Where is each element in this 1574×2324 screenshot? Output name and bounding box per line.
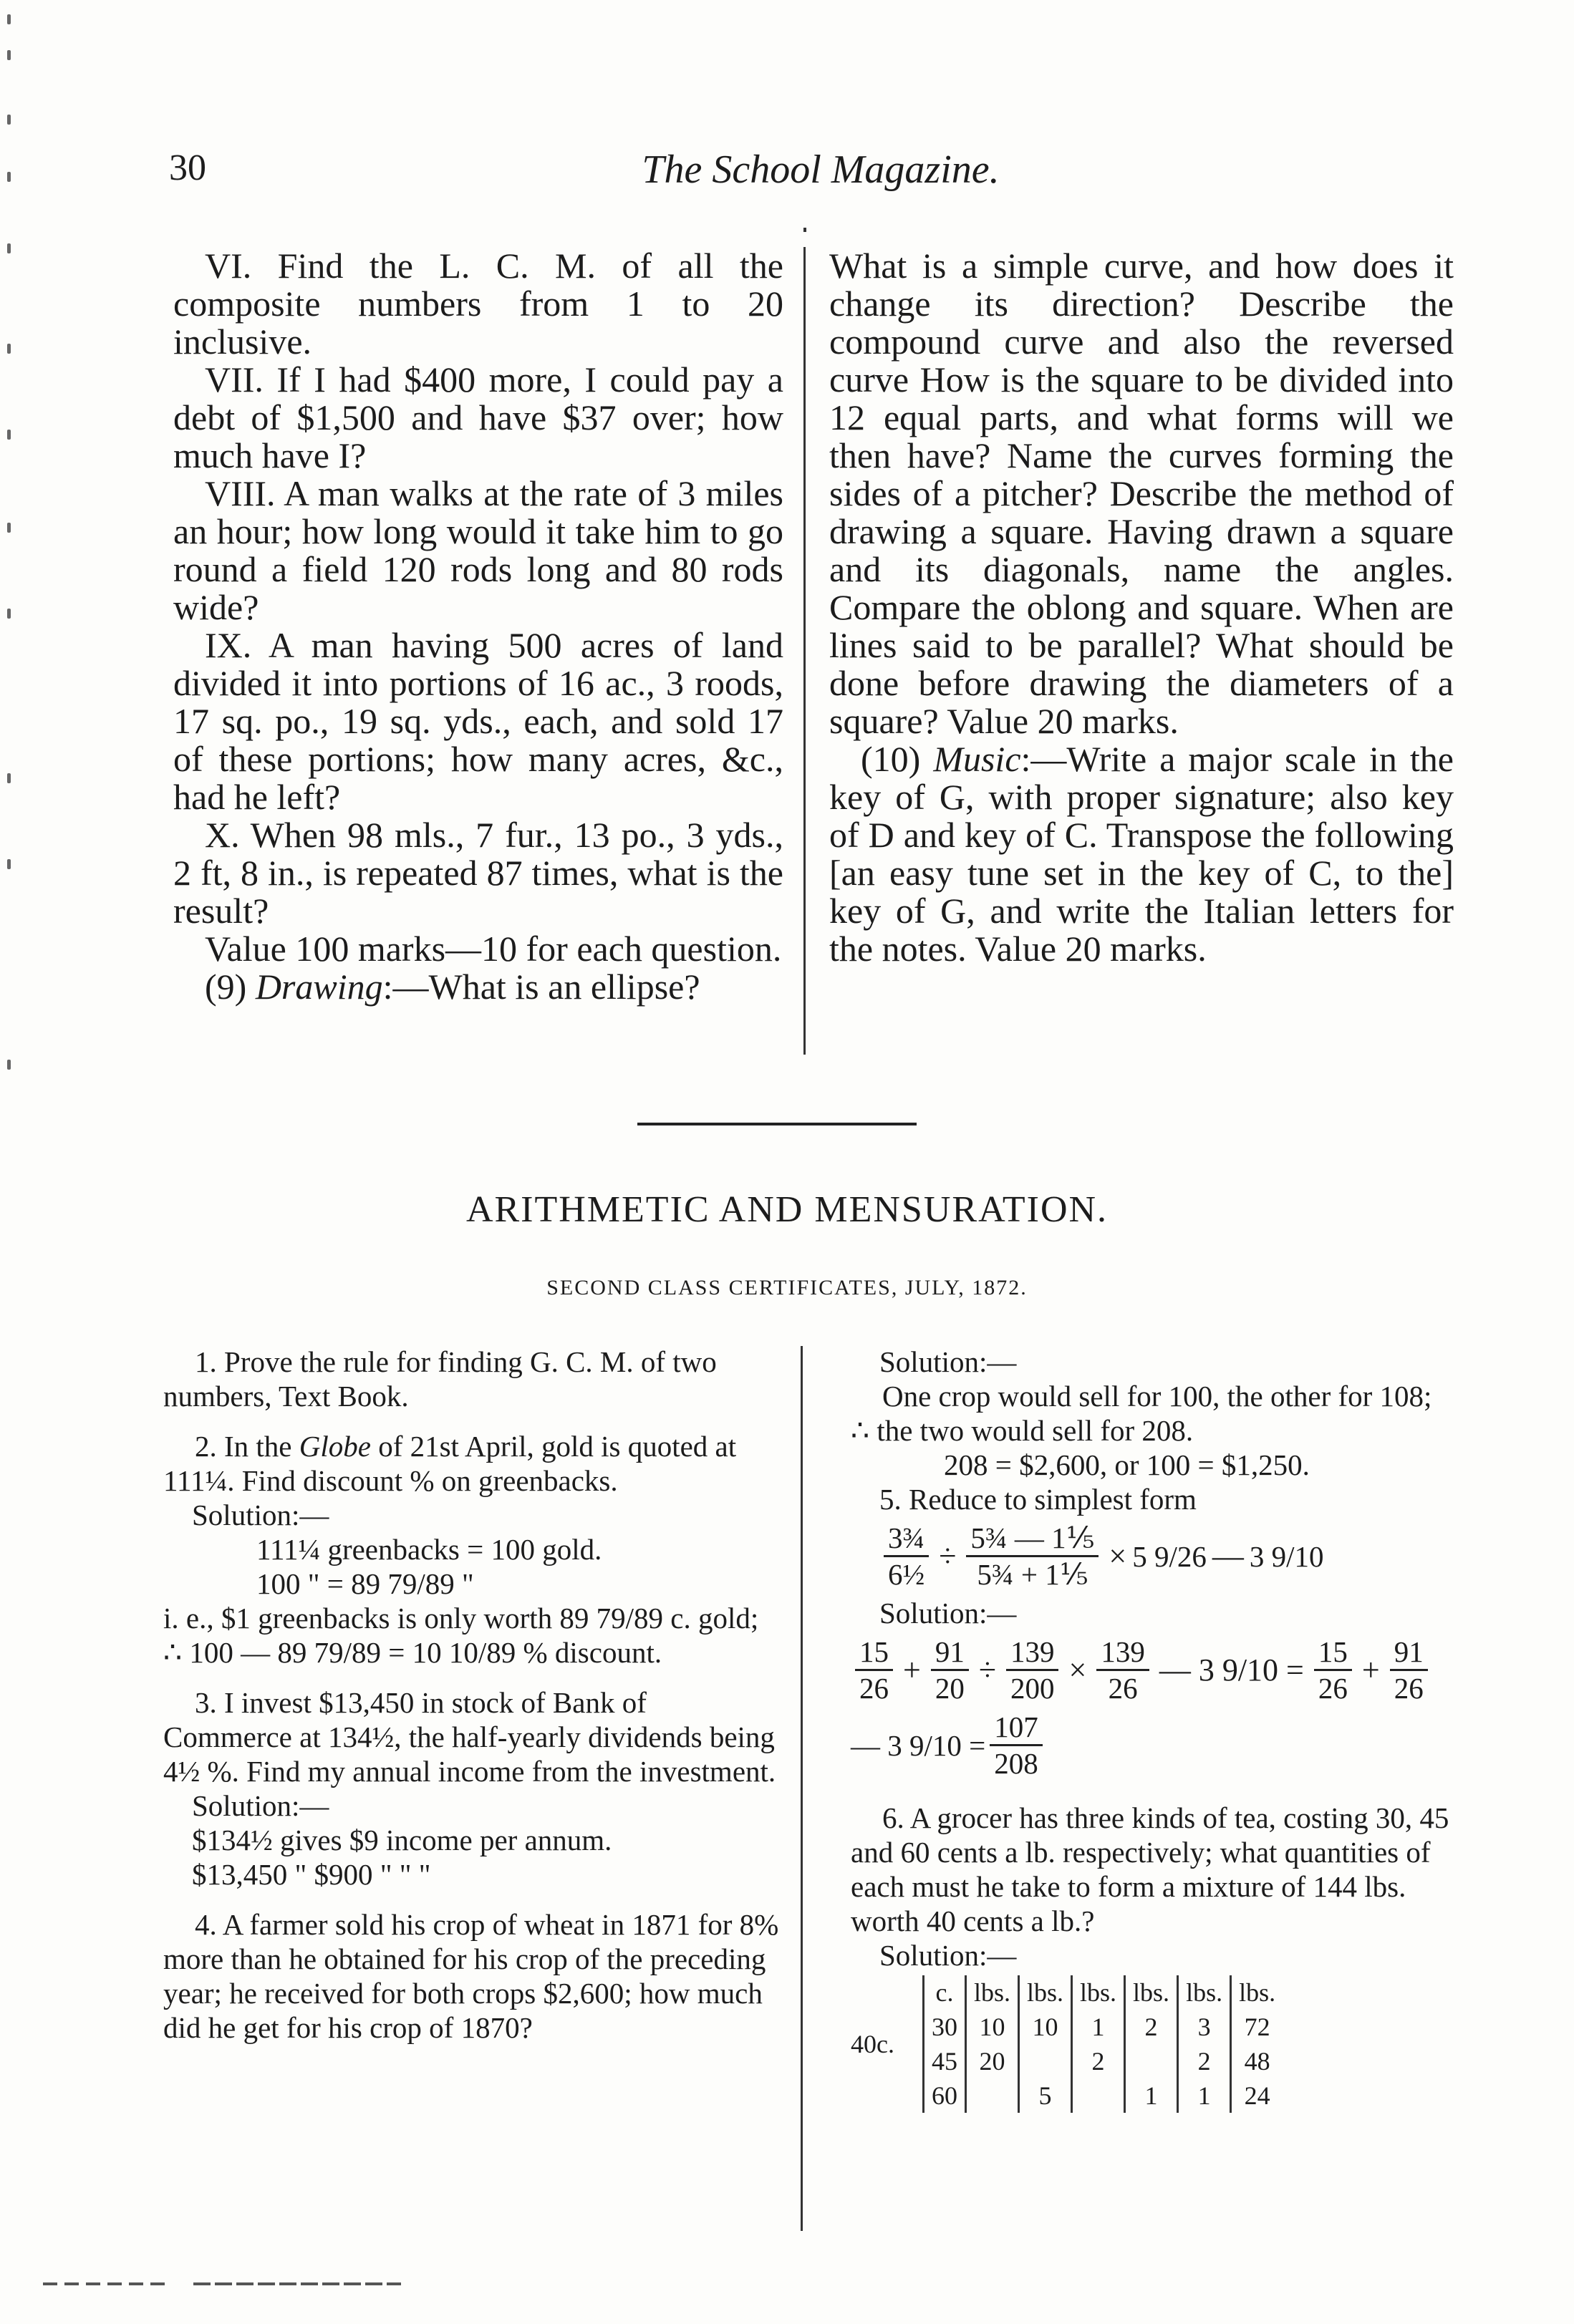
drawing-number: (9) (205, 967, 256, 1007)
bottom-left-column (163, 1345, 782, 2045)
q5-solution-operator: × (1068, 1652, 1087, 1688)
q5-fraction-2 (966, 1521, 1099, 1592)
alligation-cell: 45 (924, 2044, 966, 2078)
journal-title: The School Magazine. (642, 147, 1000, 192)
running-header (169, 147, 1472, 204)
q5-solution-fraction (1006, 1635, 1059, 1705)
q5-row2-lhs: — 3 9/10 = (851, 1728, 986, 1762)
arith-q5: 5. Reduce to simplest form (879, 1483, 1197, 1516)
alligation-cell (1125, 2044, 1178, 2078)
music-number: (10) (861, 739, 934, 779)
q2-solution-line3: i. e., $1 greenbacks is only worth 89 79/89 c. gold; (163, 1602, 759, 1635)
top-left-column (173, 247, 783, 1006)
drawing-question (173, 968, 783, 1006)
q5-f2-numerator: 5¾ — 1⅕ (966, 1521, 1099, 1557)
q5-solution-label: Solution:— (879, 1597, 1017, 1630)
question-ix: IX. A man having 500 acres of land divided it into portions of 16 ac., 3 roods, 17 sq. po., 19 sq. yds., each, and sold 17 of these portions; how many acres, &c., had he left? (173, 625, 783, 817)
fraction-denominator: 26 (1318, 1672, 1348, 1705)
page-number: 30 (169, 147, 206, 188)
q5-result-denominator: 208 (994, 1747, 1038, 1780)
q5-term-3: 5 9/26 (1132, 1539, 1207, 1573)
q2-solution-label: Solution:— (192, 1499, 329, 1531)
alligation-cell: 2 (1178, 2044, 1231, 2078)
q5-result-numerator: 107 (990, 1710, 1043, 1746)
q5-solution-fraction (1096, 1635, 1149, 1705)
q5-solution-operator: + (903, 1652, 921, 1688)
fraction-numerator: 15 (1314, 1635, 1352, 1671)
q5-solution-fraction (1314, 1635, 1352, 1705)
fraction-denominator: 26 (859, 1672, 889, 1705)
q5-f2-denominator: 5¾ + 1⅕ (977, 1558, 1088, 1591)
question-vi: VI. Find the L. C. M. of all the composite numbers from 1 to 20 inclusive. (173, 246, 783, 362)
q5-result-fraction (990, 1710, 1043, 1781)
footer-dashes (0, 2275, 1574, 2297)
drawing-text: :—What is an ellipse? (382, 967, 700, 1007)
q3-solution-line2: $13,450 " $900 " " " (192, 1858, 431, 1891)
q5-f1-denominator: 6½ (888, 1558, 925, 1591)
page-edge-marks (7, 0, 17, 2324)
alligation-header-cell: lbs. (1019, 1975, 1072, 2010)
arith-q6: 6. A grocer has three kinds of tea, costing 30, 45 and 60 cents a lb. respectively; what quantities of each must he take to form a mixture of 144 lbs. worth 40 cents a lb.? (851, 1801, 1449, 1937)
alligation-row (924, 2044, 1283, 2078)
alligation-cell: 20 (966, 2044, 1019, 2078)
q5-term-4: 3 9/10 (1249, 1539, 1324, 1573)
fraction-numerator: 139 (1006, 1635, 1059, 1671)
q3-solution-label: Solution:— (192, 1789, 329, 1822)
alligation-cell (1072, 2078, 1125, 2113)
arith-q1: 1. Prove the rule for finding G. C. M. of two numbers, Text Book. (163, 1345, 717, 1413)
alligation-header-cell: c. (924, 1975, 966, 2010)
q2-solution-line1: 111¼ greenbacks = 100 gold. (256, 1533, 602, 1566)
q5-solution-operator: + (1361, 1652, 1380, 1688)
alligation-cell: 10 (966, 2010, 1019, 2044)
alligation-table (922, 1975, 1283, 2113)
fraction-numerator: 139 (1096, 1635, 1149, 1671)
q5-solution-fraction (1390, 1635, 1428, 1705)
alligation-header-cell: lbs. (1231, 1975, 1283, 2010)
alligation-block (851, 1975, 1452, 2113)
music-label: Music (933, 739, 1021, 779)
column-divider-bottom (801, 1346, 803, 2231)
section-title: ARITHMETIC AND MENSURATION. (465, 1189, 1109, 1230)
column-rule-dot (803, 228, 806, 232)
arith-q4: 4. A farmer sold his crop of wheat in 1871 for 8% more than he obtained for his crop of the preceding year; he received for both crops $2,600; how much did he get for his crop of 1870? (163, 1908, 779, 2044)
q4-solution-label: Solution:— (879, 1345, 1017, 1378)
q2-solution-line4: ∴ 100 — 89 79/89 = 10 10/89 % discount. (163, 1636, 662, 1669)
arith-q3: 3. I invest $13,450 in stock of Bank of Commerce at 134½, the half-yearly dividends being 4½ %. Find my annual income from the investment. (163, 1686, 776, 1788)
alligation-header-cell: lbs. (1072, 1975, 1125, 2010)
q3-solution-line1: $134½ gives $9 income per annum. (192, 1824, 612, 1856)
drawing-label: Drawing (255, 967, 383, 1007)
alligation-cell (1019, 2044, 1072, 2078)
alligation-cell: 5 (1019, 2078, 1072, 2113)
q5-solution-row1 (851, 1635, 1452, 1705)
music-text: :—Write a major scale in the key of G, with proper signature; also key of D and key of C. Transpose the following [an easy tune set in the key of C, to the] key of G, and write the Italian letters for the notes. Value 20 marks. (829, 739, 1454, 969)
question-x: X. When 98 mls., 7 fur., 13 po., 3 yds., 2 ft, 8 in., is repeated 87 times, what is the result? (173, 815, 783, 931)
q2-globe: Globe (299, 1430, 371, 1463)
alligation-cell: 2 (1072, 2044, 1125, 2078)
q5-times-sign: × (1109, 1538, 1127, 1574)
top-right-column (829, 247, 1454, 968)
q5-solution-fraction (855, 1635, 893, 1705)
alligation-row (924, 2078, 1283, 2113)
q5-solution-fraction (931, 1635, 969, 1705)
alligation-cell: 3 (1178, 2010, 1231, 2044)
alligation-header-cell: lbs. (1178, 1975, 1231, 2010)
q2-solution-line2: 100 " = 89 79/89 " (256, 1567, 474, 1600)
alligation-row (924, 2010, 1283, 2044)
q5-fraction-1 (884, 1521, 929, 1592)
fraction-numerator: 15 (855, 1635, 893, 1671)
alligation-header-cell: lbs. (966, 1975, 1019, 2010)
alligation-cell: 10 (1019, 2010, 1072, 2044)
alligation-cell: 1 (1178, 2078, 1231, 2113)
q5-divide-sign: ÷ (939, 1538, 957, 1574)
q5-expression (851, 1521, 1452, 1592)
section-subtitle: SECOND CLASS CERTIFICATES, JULY, 1872. (546, 1276, 1028, 1299)
arith-q2 (163, 1429, 782, 1498)
alligation-header-row (924, 1975, 1283, 2010)
q6-solution-label: Solution:— (879, 1939, 1017, 1972)
alligation-cell (966, 2078, 1019, 2113)
q5-minus-sign: — (1212, 1538, 1244, 1574)
bottom-right-column (851, 1345, 1452, 2113)
alligation-cell: 60 (924, 2078, 966, 2113)
column-divider-top (803, 247, 806, 1055)
fraction-denominator: 26 (1108, 1672, 1138, 1705)
q5-solution-operator: ÷ (978, 1652, 996, 1688)
question-vii: VII. If I had $400 more, I could pay a debt of $1,500 and have $37 over; how much have I? (173, 359, 783, 475)
question-viii: VIII. A man walks at the rate of 3 miles an hour; how long would it take him to go round a field 120 rods long and 80 rods wide? (173, 473, 783, 627)
alligation-cell: 24 (1231, 2078, 1283, 2113)
section-divider (637, 1123, 917, 1125)
music-question (829, 740, 1454, 968)
alligation-header-cell: lbs. (1125, 1975, 1178, 2010)
alligation-cell: 72 (1231, 2010, 1283, 2044)
q5-solution-operator: — 3 9/10 = (1159, 1652, 1304, 1688)
fraction-numerator: 91 (931, 1635, 969, 1671)
q4-solution-line1: One crop would sell for 100, the other for 108; ∴ the two would sell for 208. (851, 1380, 1432, 1447)
page-footer-marks (0, 2275, 1574, 2297)
fraction-denominator: 20 (935, 1672, 965, 1705)
alligation-cell: 1 (1125, 2078, 1178, 2113)
alligation-cell: 48 (1231, 2044, 1283, 2078)
q4-solution-line2: 208 = $2,600, or 100 = $1,250. (944, 1448, 1310, 1481)
q5-f1-numerator: 3¾ (884, 1521, 929, 1557)
q2-text-b: of 21st April, gold is quoted at 111¼. Find discount % on greenbacks. (163, 1430, 737, 1497)
alligation-row-label: 40c. (851, 2030, 894, 2058)
fraction-denominator: 26 (1394, 1672, 1424, 1705)
q5-solution-row2 (851, 1710, 1452, 1781)
drawing-continued: What is a simple curve, and how does it change its direction? Describe the compound curve and also the reversed curve How is the square to be divided into 12 equal parts, and what forms will we then have? Name the curves forming the sides of a pitcher? Describe the method of drawing a square. Having drawn a square and its diagonals, name the angles. Compare the oblong and square. When are lines said to be parallel? What should be done before drawing the diameters of a square? Value 20 marks. (829, 246, 1454, 741)
alligation-cell: 2 (1125, 2010, 1178, 2044)
fraction-denominator: 200 (1010, 1672, 1055, 1705)
q2-text-a: 2. In the (195, 1430, 299, 1463)
alligation-cell: 30 (924, 2010, 966, 2044)
alligation-cell: 1 (1072, 2010, 1125, 2044)
value-note: Value 100 marks—10 for each question. (205, 929, 782, 969)
fraction-numerator: 91 (1390, 1635, 1428, 1671)
